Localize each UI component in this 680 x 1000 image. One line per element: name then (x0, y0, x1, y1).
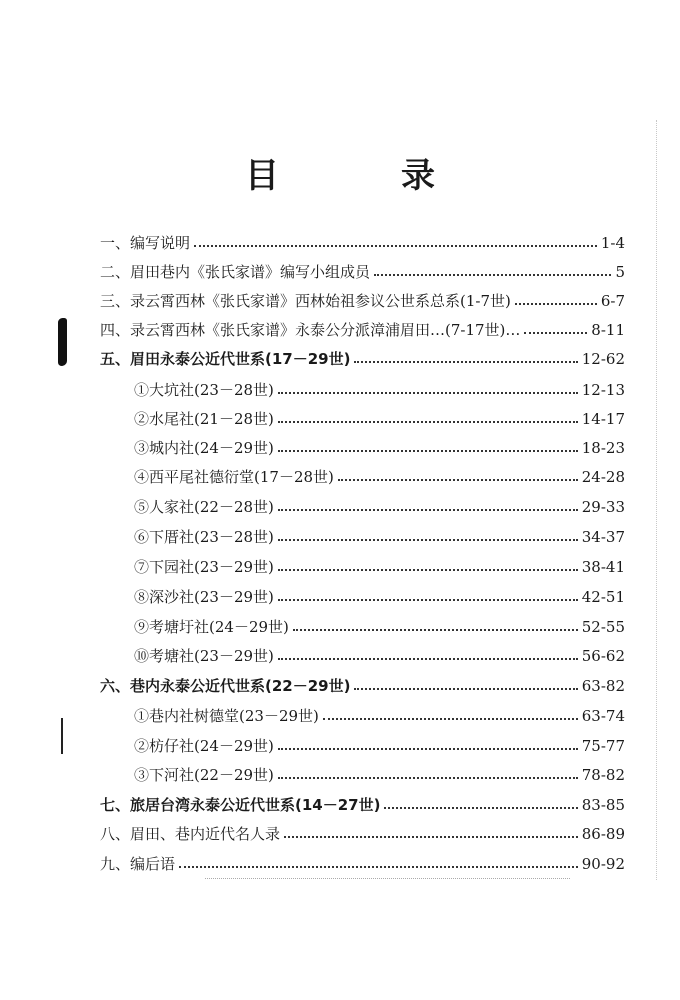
toc-entry-label: 三、录云霄西林《张氏家谱》西林始祖参议公世系总系(1-7世) (100, 292, 511, 310)
toc-subentry (134, 733, 625, 759)
toc-subentry (134, 703, 625, 729)
toc-entry-label: 一、编写说明 (100, 234, 191, 252)
toc-entry-pages: 52-55 (581, 618, 625, 636)
toc-entry (100, 821, 625, 847)
bottom-dotted-rule (205, 878, 570, 879)
toc-leader (524, 332, 587, 334)
toc-entry (100, 851, 625, 877)
toc-subentry (134, 643, 625, 669)
toc-subentry (134, 377, 625, 403)
toc-entry-pages: 78-82 (581, 766, 625, 784)
toc-leader (179, 866, 578, 868)
toc-entry (100, 317, 625, 343)
toc-subentry (134, 524, 625, 550)
toc-entry-label: ⑤人家社(22－28世) (134, 498, 274, 516)
toc-entry-pages: 38-41 (581, 558, 625, 576)
toc-entry-label: 七、旅居台湾永泰公近代世系(14－27世) (100, 796, 381, 814)
toc-leader (278, 569, 578, 571)
toc-entry-pages: 12-13 (581, 381, 625, 399)
toc-entry-pages: 42-51 (581, 588, 625, 606)
toc-entry-label: ⑩考塘社(23－29世) (134, 647, 274, 665)
toc-entry-pages: 18-23 (581, 439, 625, 457)
toc-subentry (134, 762, 625, 788)
scan-ink-mark (61, 718, 63, 754)
toc-leader (354, 688, 577, 690)
toc-leader (278, 450, 578, 452)
toc-section-heading (100, 792, 625, 818)
toc-leader (293, 629, 578, 631)
toc-leader (515, 303, 597, 305)
toc-entry-pages: 8-11 (591, 321, 625, 339)
scan-ink-mark (58, 318, 67, 366)
toc-entry-label: 二、眉田巷内《张氏家谱》编写小组成员 (100, 263, 371, 281)
toc-entry-label: ③下河社(22－29世) (134, 766, 274, 784)
toc-entry-pages: 14-17 (581, 410, 625, 428)
toc-leader (278, 748, 578, 750)
toc-entry-pages: 75-77 (581, 737, 625, 755)
toc-leader (354, 361, 577, 363)
toc-entry-label: ④西平尾社德衍堂(17－28世) (134, 468, 334, 486)
toc-section-heading (100, 673, 625, 699)
toc-leader (194, 245, 597, 247)
toc-leader (323, 718, 578, 720)
toc-entry-label: ⑦下园社(23－29世) (134, 558, 274, 576)
toc-leader (284, 836, 578, 838)
toc-leader (278, 658, 578, 660)
toc-entry-pages: 83-85 (581, 796, 625, 814)
toc-subentry (134, 584, 625, 610)
toc-leader (278, 539, 578, 541)
toc-leader (374, 274, 611, 276)
toc-entry-label: ②水尾社(21－28世) (134, 410, 274, 428)
toc-entry-pages: 90-92 (581, 855, 625, 873)
toc-leader (278, 777, 578, 779)
toc-entry-label: ②枋仔社(24－29世) (134, 737, 274, 755)
toc-entry-label: ①大坑社(23－28世) (134, 381, 274, 399)
toc-entry-pages: 6-7 (600, 292, 625, 310)
toc-entry-pages: 56-62 (581, 647, 625, 665)
toc-entry-pages: 12-62 (581, 350, 625, 368)
toc-section-heading (100, 346, 625, 372)
toc-leader (338, 479, 578, 481)
toc-entry-label: ①巷内社树德堂(23－29世) (134, 707, 319, 725)
toc-subentry (134, 406, 625, 432)
toc-subentry (134, 494, 625, 520)
toc-entry-label: ⑨考塘圩社(24－29世) (134, 618, 289, 636)
toc-entry-pages: 34-37 (581, 528, 625, 546)
toc-entry-label: 八、眉田、巷内近代名人录 (100, 825, 281, 843)
toc-entry (100, 259, 625, 285)
toc-entry-pages: 1-4 (600, 234, 625, 252)
toc-entry (100, 230, 625, 256)
toc-entry-label: 五、眉田永泰公近代世系(17－29世) (100, 350, 351, 368)
page-title: 目 录 (245, 156, 479, 196)
toc-entry-label: ③城内社(24－29世) (134, 439, 274, 457)
toc-entry-label: 四、录云霄西林《张氏家谱》永泰公分派漳浦眉田…(7-17世)… (100, 321, 521, 339)
toc-subentry (134, 435, 625, 461)
toc-entry-pages: 86-89 (581, 825, 625, 843)
toc-entry-label: 九、编后语 (100, 855, 176, 873)
toc-subentry (134, 464, 625, 490)
scan-edge-line (656, 120, 658, 880)
toc-leader (384, 807, 577, 809)
toc-entry-pages: 24-28 (581, 468, 625, 486)
toc-entry-label: ⑧深沙社(23－29世) (134, 588, 274, 606)
toc-entry-pages: 5 (615, 263, 625, 281)
toc-entry-pages: 29-33 (581, 498, 625, 516)
toc-entry-label: 六、巷内永泰公近代世系(22－29世) (100, 677, 351, 695)
toc-leader (278, 599, 578, 601)
toc-entry-pages: 63-82 (581, 677, 625, 695)
toc-subentry (134, 554, 625, 580)
toc-entry (100, 288, 625, 314)
toc-subentry (134, 614, 625, 640)
toc-entry-pages: 63-74 (581, 707, 625, 725)
toc-entry-label: ⑥下厝社(23－28世) (134, 528, 274, 546)
toc-leader (278, 509, 578, 511)
toc-leader (278, 392, 578, 394)
toc-leader (278, 421, 578, 423)
